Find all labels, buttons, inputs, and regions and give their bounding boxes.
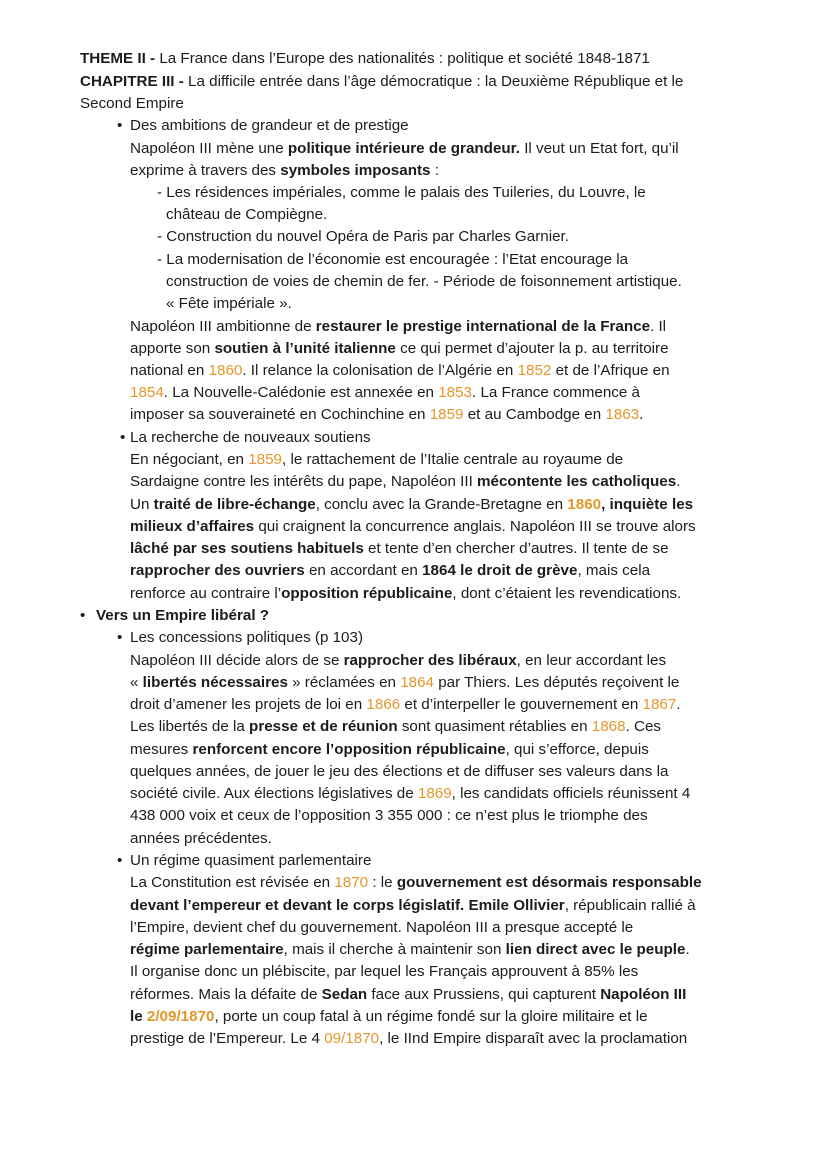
paragraph-line: régime parlementaire, mais il cherche à maintenir son lien direct avec le peuple.	[130, 941, 690, 958]
date-highlight: 1867	[642, 696, 677, 713]
date-highlight: 2/09/1870	[146, 1008, 215, 1025]
subsection-title-grandeur: Des ambitions de grandeur et de prestige	[130, 117, 409, 134]
theme-heading	[80, 48, 650, 70]
bullet-icon: •	[117, 852, 123, 869]
date-highlight: 1853	[438, 384, 472, 401]
paragraph-line: l’Empire, devient chef du gouvernement. Napoléon III a presque accepté le	[130, 919, 634, 936]
theme-text: La France dans l’Europe des nationalités : politique et société 1848-1871	[155, 50, 650, 67]
paragraph-line: droit d’amener les projets de loi en 1866 et d’interpeller le gouvernement en 1867.	[130, 696, 681, 713]
paragraph-line: national en 1860. Il relance la colonisation de l’Algérie en 1852 et de l’Afrique en	[130, 362, 670, 379]
paragraph-line: lâché par ses soutiens habituels et tente d’en chercher d’autres. Il tente de se	[130, 540, 669, 557]
paragraph-line: milieux d’affaires qui craignent la concurrence anglais. Napoléon III se trouve alors	[130, 518, 696, 535]
paragraph-line: le 2/09/1870, porte un coup fatal à un régime fondé sur la gloire militaire et le	[130, 1008, 648, 1025]
date-highlight: 1860	[208, 362, 243, 379]
date-highlight: 1870	[334, 874, 369, 891]
dash-item-cont: château de Compiègne.	[166, 206, 328, 223]
paragraph-line: prestige de l’Empereur. Le 4 09/1870, le IInd Empire disparaît avec la proclamation	[130, 1030, 688, 1047]
paragraph-line: La Constitution est révisée en 1870 : le gouvernement est désormais responsable	[130, 874, 702, 891]
dash-item-cont: « Fête impériale ».	[166, 295, 292, 312]
paragraph-line: apporte son soutien à l’unité italienne ce qui permet d’ajouter la p. au territoire	[130, 340, 669, 357]
date-highlight: 1859	[429, 406, 464, 423]
paragraph-line: « libertés nécessaires » réclamées en 1864 par Thiers. Les députés reçoivent le	[130, 674, 680, 691]
date-highlight: 1866	[366, 696, 401, 713]
paragraph-line: Napoléon III décide alors de se rapprocher des libéraux, en leur accordant les	[130, 652, 667, 669]
paragraph-line: Sardaigne contre les intérêts du pape, Napoléon III mécontente les catholiques.	[130, 473, 681, 490]
bullet-icon: •	[80, 607, 86, 624]
subsection-title-concessions: Les concessions politiques (p 103)	[130, 629, 364, 646]
section-title-empire-liberal: Vers un Empire libéral ?	[96, 607, 270, 624]
chapter-text: La difficile entrée dans l’âge démocratique : la Deuxième République et le	[183, 73, 684, 90]
subsection-title-parlementaire: Un régime quasiment parlementaire	[130, 852, 372, 869]
bullet-icon: •	[117, 629, 123, 646]
date-highlight: 09/1870	[324, 1030, 380, 1047]
paragraph-line: société civile. Aux élections législatives de 1869, les candidats officiels réunissent 4	[130, 785, 691, 802]
paragraph-line: Il organise donc un plébiscite, par lequel les Français approuvent à 85% les	[130, 963, 639, 980]
dash-item: - Construction du nouvel Opéra de Paris par Charles Garnier.	[157, 228, 569, 245]
paragraph-line: quelques années, de jouer le jeu des élections et de diffuser ses valeurs dans la	[130, 763, 669, 780]
paragraph-line: renforce au contraire l’opposition républicaine, dont c’étaient les revendications.	[130, 585, 682, 602]
theme-label: THEME II -	[80, 50, 156, 67]
date-highlight: 1854	[130, 384, 164, 401]
date-highlight: 1869	[417, 785, 452, 802]
date-highlight: 1864	[400, 674, 434, 691]
chapter-heading	[80, 71, 683, 93]
paragraph-line: En négociant, en 1859, le rattachement de l’Italie centrale au royaume de	[130, 451, 624, 468]
chapter-heading-cont: Second Empire	[80, 95, 184, 112]
paragraph-line: Les libertés de la presse et de réunion sont quasiment rétablies en 1868. Ces	[130, 718, 662, 735]
paragraph-line: Napoléon III ambitionne de restaurer le prestige international de la France. Il	[130, 318, 667, 335]
dash-item: - La modernisation de l’économie est encouragée : l’Etat encourage la	[157, 251, 629, 268]
subsection-title-soutiens: La recherche de nouveaux soutiens	[130, 429, 371, 446]
date-highlight: 1860	[567, 496, 602, 513]
bullet-icon: •	[117, 117, 123, 134]
date-highlight: 1868	[591, 718, 626, 735]
paragraph-line: exprime à travers des symboles imposants :	[130, 162, 439, 179]
paragraph-line: Un traité de libre-échange, conclu avec la Grande-Bretagne en 1860, inquiète les	[130, 496, 694, 513]
date-highlight: 1863	[605, 406, 640, 423]
paragraph-line: imposer sa souveraineté en Cochinchine en 1859 et au Cambodge en 1863.	[130, 406, 644, 423]
paragraph-line: rapprocher des ouvriers en accordant en 1864 le droit de grève, mais cela	[130, 562, 651, 579]
paragraph-line: 1854. La Nouvelle-Calédonie est annexée en 1853. La France commence à	[130, 384, 640, 401]
chapter-label: CHAPITRE III -	[80, 73, 184, 90]
dash-item-cont: construction de voies de chemin de fer. - Période de foisonnement artistique.	[166, 273, 682, 290]
paragraph-line: devant l’empereur et devant le corps législatif. Emile Ollivier, républicain rallié à	[130, 897, 696, 914]
paragraph-line: mesures renforcent encore l’opposition républicaine, qui s’efforce, depuis	[130, 741, 649, 758]
dash-item: - Les résidences impériales, comme le palais des Tuileries, du Louvre, le	[157, 184, 646, 201]
date-highlight: 1859	[248, 451, 283, 468]
paragraph-line: années précédentes.	[130, 830, 272, 847]
date-highlight: 1852	[517, 362, 552, 379]
paragraph-line: Napoléon III mène une politique intérieure de grandeur. Il veut un Etat fort, qu’il	[130, 140, 679, 157]
paragraph-line: 438 000 voix et ceux de l’opposition 3 355 000 : ce n’est plus le triomphe des	[130, 807, 648, 824]
paragraph-line: réformes. Mais la défaite de Sedan face aux Prussiens, qui capturent Napoléon III	[130, 986, 687, 1003]
bullet-icon: •	[120, 429, 126, 446]
